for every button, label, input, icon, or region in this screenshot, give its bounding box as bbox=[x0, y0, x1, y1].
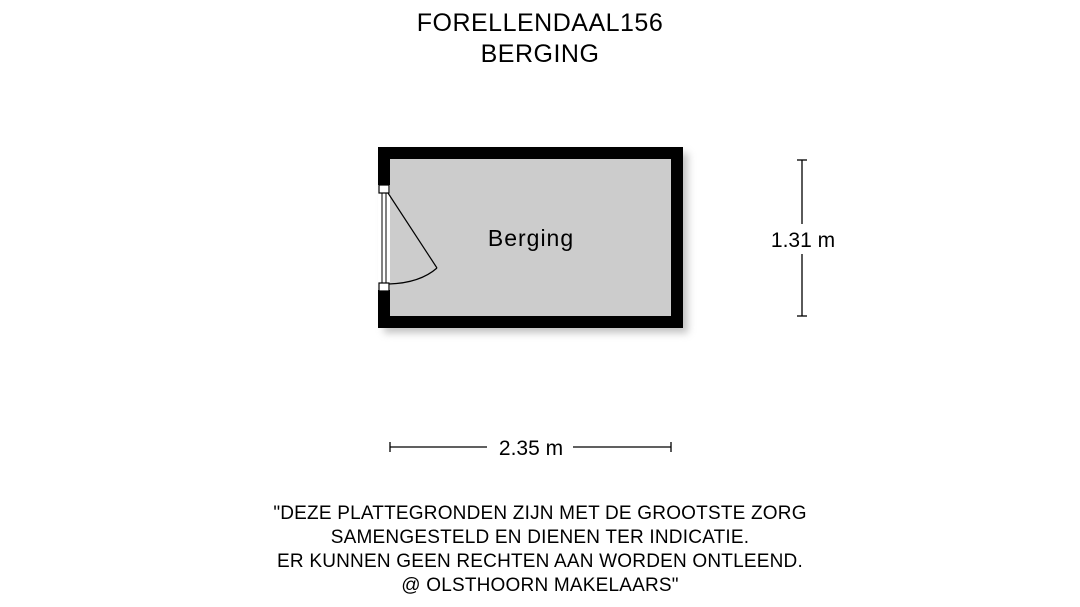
disclaimer-line: @ OLSTHOORN MAKELAARS" bbox=[401, 575, 679, 596]
plan-floor-title: BERGING bbox=[480, 40, 600, 68]
door-jamb-bottom bbox=[379, 283, 389, 291]
disclaimer-line: ER KUNNEN GEEN RECHTEN AAN WORDEN ONTLEEND. bbox=[277, 551, 803, 572]
height-dimension-label: 1.31 m bbox=[770, 229, 836, 252]
disclaimer bbox=[0, 502, 1080, 598]
door-opening bbox=[378, 185, 390, 290]
disclaimer-line: SAMENGESTELD EN DIENEN TER INDICATIE. bbox=[330, 527, 750, 548]
door-jamb-top bbox=[379, 185, 389, 193]
room-label: Berging bbox=[487, 225, 575, 251]
disclaimer-line: "DEZE PLATTEGRONDEN ZIJN MET DE GROOTSTE ZORG bbox=[273, 503, 807, 524]
width-dimension-label: 2.35 m bbox=[498, 437, 564, 460]
plan-address-title: FORELLENDAAL156 bbox=[416, 9, 664, 37]
